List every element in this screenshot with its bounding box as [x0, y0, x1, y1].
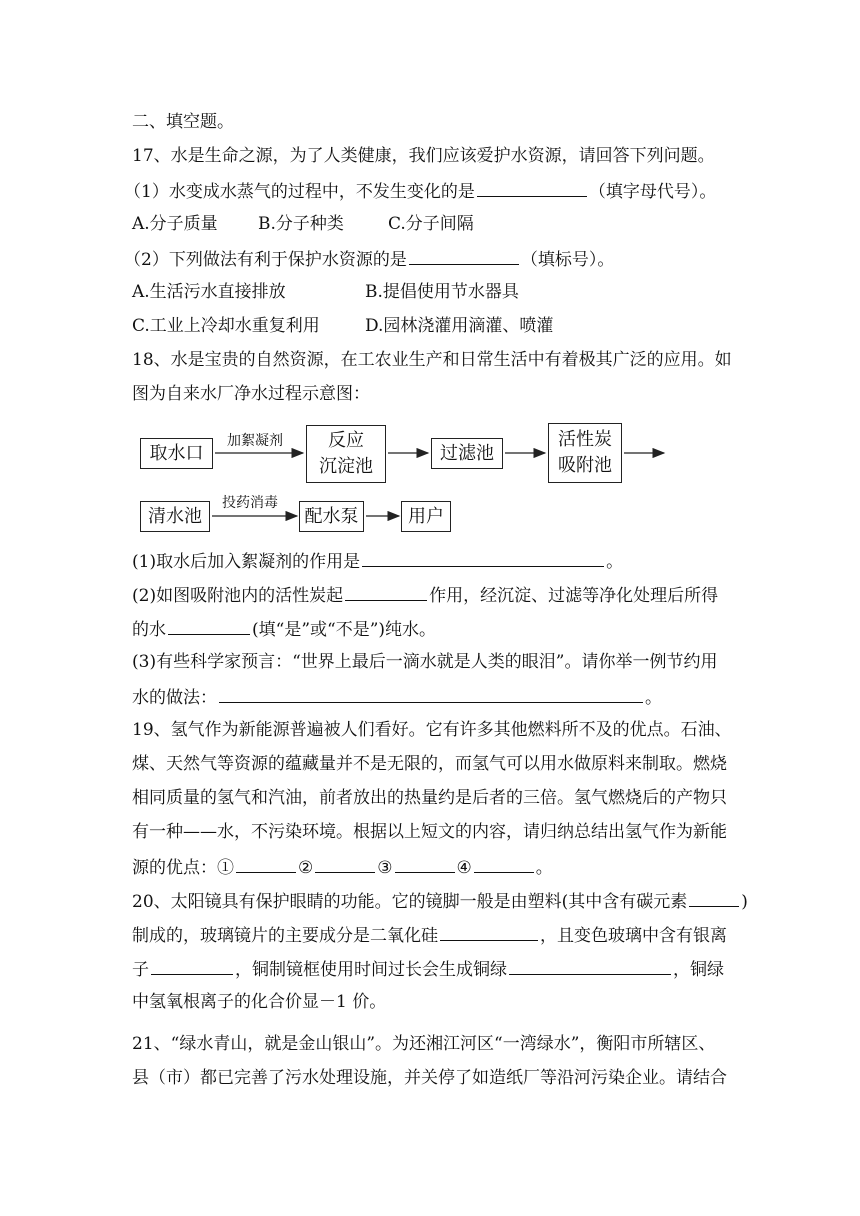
box-reaction-settling-line2: 沉淀池: [319, 456, 373, 477]
q18-stem-line2: 图为自来水厂净水过程示意图：: [132, 384, 370, 404]
q18-sub3-line1: (3)有些科学家预言：“世界上最后一滴水就是人类的眼泪”。请你举一例节约用: [132, 652, 718, 672]
q20-blank-silica[interactable]: [440, 922, 538, 941]
q18-sub1: [132, 548, 623, 574]
box-carbon-adsorption: [548, 423, 622, 483]
q17-part1-option-a: A.分子质量: [132, 214, 218, 234]
q18-sub2-line2: [132, 616, 436, 642]
q19-line5-suffix: 。: [535, 858, 553, 878]
q18-sub3-line2: [132, 684, 662, 710]
box-filter-tank-label: 过滤池: [440, 442, 494, 464]
q20-line1-suffix: ): [741, 892, 748, 912]
q18-sub3-blank[interactable]: [219, 684, 643, 703]
diagram-arrows: [0, 0, 860, 560]
q18-sub1-suffix: 。: [606, 552, 624, 572]
box-clean-water-tank-label: 清水池: [148, 505, 202, 527]
q20-blank-silver-ion[interactable]: [151, 956, 233, 975]
section-title: 二、填空题。: [132, 112, 234, 132]
q19-line1: 19、氢气作为新能源普遍被人们看好。它有许多其他燃料所不及的优点。石油、: [132, 720, 732, 740]
q19-marker-1: ①: [217, 858, 234, 878]
q17-part1-option-c: C.分子间隔: [388, 214, 474, 234]
box-carbon-adsorption-line2: 吸附池: [558, 455, 612, 476]
q19-line4: 有一种——水，不污染环境。根据以上短文的内容，请归纳总结出氢气作为新能: [132, 822, 727, 842]
q18-sub3-prefix: 水的做法：: [132, 688, 217, 708]
q17-part1-suffix: （填字母代号）。: [588, 182, 717, 202]
box-water-intake: [140, 438, 213, 469]
q18-sub2-line2-prefix: 的水: [132, 620, 166, 640]
q20-line3-suffix: ，铜绿: [673, 960, 724, 980]
q19-line5-prefix: 源的优点：: [132, 858, 217, 878]
q19-blank-2[interactable]: [315, 854, 375, 873]
box-reaction-settling-line1: 反应: [328, 430, 364, 451]
q19-line2: 煤、天然气等资源的蕴藏量并不是无限的，而氢气可以用水做原料来制取。燃烧: [132, 754, 727, 774]
q18-stem-line1: 18、水是宝贵的自然资源，在工农业生产和日常生活中有着极其广泛的应用。如: [132, 350, 732, 370]
q19-blank-3[interactable]: [395, 854, 455, 873]
q20-line2-suffix: ，且变色玻璃中含有银离: [540, 926, 727, 946]
arrow-label-flocculant: 加絮凝剂: [227, 433, 283, 449]
q18-sub2-line2-suffix: (填“是”或“不是”)纯水。: [252, 620, 437, 640]
q17-part2-option-b: B.提倡使用节水器具: [365, 282, 519, 302]
q17-part2-option-d: D.园林浇灌用滴灌、喷灌: [365, 316, 554, 336]
q20-blank-verdigris[interactable]: [509, 956, 671, 975]
q20-line1-prefix: 20、太阳镜具有保护眼睛的功能。它的镜脚一般是由塑料(其中含有碳元素: [132, 892, 688, 912]
q17-part2-option-a: A.生活污水直接排放: [132, 282, 286, 302]
q20-line3: [132, 956, 724, 982]
q19-marker-4: ④: [456, 858, 472, 878]
arrow-label-disinfection: 投药消毒: [222, 495, 278, 511]
box-reaction-settling: [306, 425, 386, 483]
box-distribution-pump: [299, 501, 364, 532]
q17-part1-prefix: （1）水变成水蒸气的过程中，不发生变化的是: [124, 182, 475, 202]
q17-stem: 17、水是生命之源，为了人类健康，我们应该爱护水资源，请回答下列问题。: [132, 146, 715, 166]
q18-sub3-suffix: 。: [645, 688, 662, 708]
q19-blank-4[interactable]: [474, 854, 534, 873]
q17-part1-option-b: B.分子种类: [258, 214, 344, 234]
q20-line4: 中氢氧根离子的化合价显－1 价。: [132, 992, 387, 1012]
q18-sub2-prefix: (2)如图吸附池内的活性炭起: [132, 586, 344, 606]
q18-sub2-blank1[interactable]: [345, 582, 427, 601]
q19-line5: [132, 854, 553, 880]
q19-line3: 相同质量的氢气和汽油，前者放出的热量约是后者的三倍。氢气燃烧后的产物只: [132, 788, 727, 808]
q18-sub2-middle: 作用，经沉淀、过滤等净化处理后所得: [429, 586, 719, 606]
q20-line3-middle: ，铜制镜框使用时间过长会生成铜绿: [235, 960, 507, 980]
q21-line2: 县（市）都已完善了污水处理设施，并关停了如造纸厂等沿河污染企业。请结合: [132, 1068, 727, 1088]
q20-line2-prefix: 制成的，玻璃镜片的主要成分是二氧化硅: [132, 926, 438, 946]
box-users-label: 用户: [408, 505, 444, 527]
q19-marker-2: ②: [298, 858, 314, 878]
q17-part2-suffix: （填标号）。: [520, 250, 615, 270]
box-clean-water-tank: [140, 501, 210, 532]
q20-blank-carbon[interactable]: [689, 888, 739, 907]
q17-part2-option-c: C.工业上冷却水重复利用: [132, 316, 320, 336]
q20-line2: [132, 922, 727, 948]
q20-line1: [132, 888, 748, 914]
box-filter-tank: [431, 438, 503, 469]
box-carbon-adsorption-line1: 活性炭: [558, 429, 612, 450]
q18-sub1-blank[interactable]: [362, 548, 604, 567]
q19-marker-3: ③: [377, 858, 393, 878]
box-distribution-pump-label: 配水泵: [304, 505, 359, 527]
q18-sub2: [132, 582, 718, 608]
q18-sub1-prefix: (1)取水后加入絮凝剂的作用是: [132, 552, 361, 572]
q18-sub2-blank2[interactable]: [168, 616, 250, 635]
box-users: [401, 501, 451, 532]
q21-line1: 21、“绿水青山，就是金山银山”。为还湘江河区“一湾绿水”，衡阳市所辖区、: [132, 1034, 716, 1054]
q19-blank-1[interactable]: [236, 854, 296, 873]
box-water-intake-label: 取水口: [149, 442, 204, 464]
q17-part2-prefix: （2）下列做法有利于保护水资源的是: [124, 250, 407, 270]
q20-line3-prefix: 子: [132, 960, 149, 980]
